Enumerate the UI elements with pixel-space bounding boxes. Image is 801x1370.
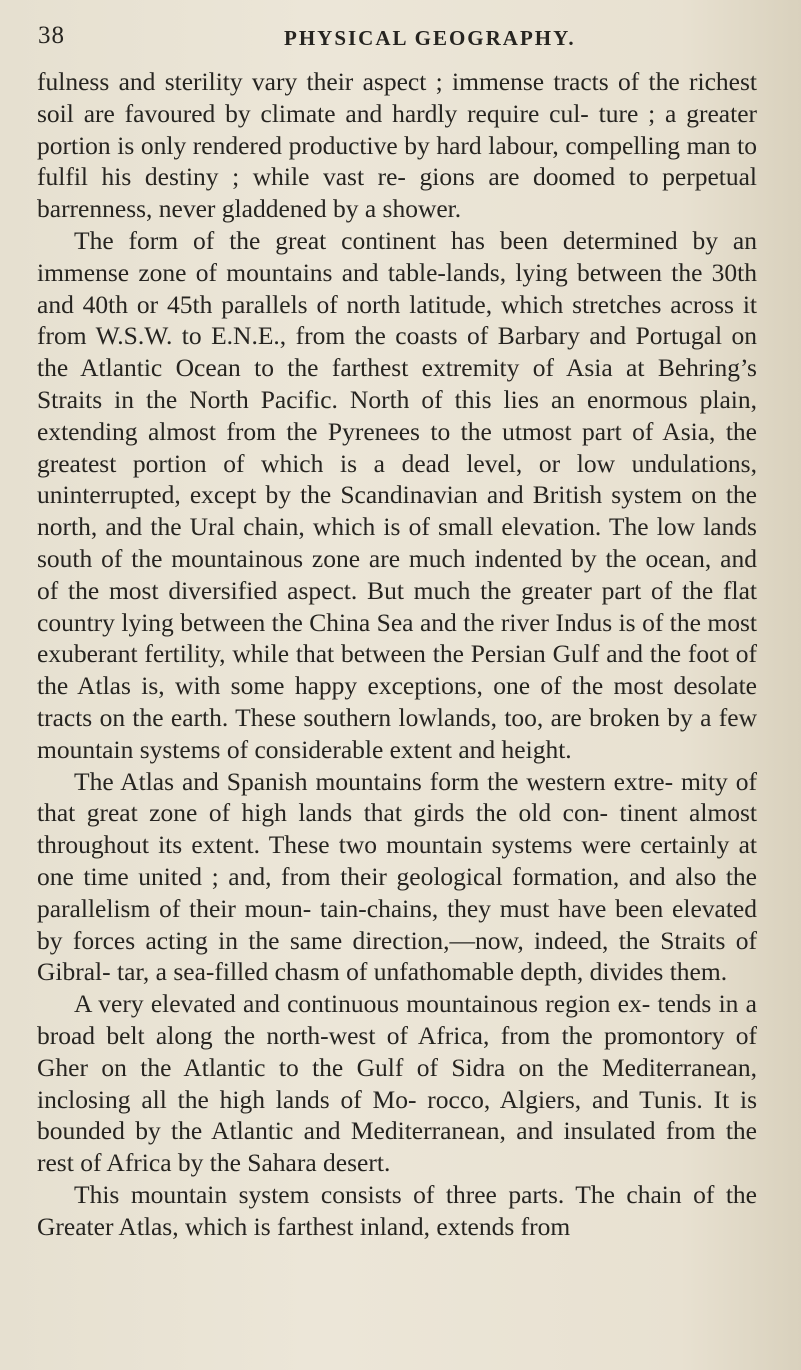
page-number: 38 — [38, 22, 65, 49]
paragraph-continuation: fulness and sterility vary their aspect ; immense tracts of the richest soil are favoured by climate and hardly require cul- ture ; a greater portion is only rendered productive by hard labour, compelling man to fulfil his destiny ; while vast re- gions are doomed to perpetual barrenness, never gladdened by a shower. — [37, 67, 757, 224]
paragraph-great-continent: The form of the great continent has been determined by an immense zone of mountains and table-lands, lying between the 30th and 40th or 45th parallels of north latitude, which stretches across it from W.S.W. to E.N.E., from the coasts of Barbary and Portugal on the Atlantic Ocean to the farthest extremity of Asia at Behring’s Straits in the North Pacific. North of this lies an enormous plain, extending almost from the Pyrenees to the utmost part of Asia, the greatest portion of which is a dead level, or low undulations, uninterrupted, except by the Scandinavian and British system on the north, and the Ural chain, which is of small elevation. The low lands south of the mountainous zone are much indented by the ocean, and of the most diversified aspect. But much the greater part of the flat country lying between the China Sea and the river Indus is of the most exuberant fertility, while that between the Persian Gulf and the foot of the Atlas is, with some happy exceptions, one of the most desolate tracts on the earth. These southern lowlands, too, are broken by a few mountain systems of considerable extent and height. — [37, 225, 757, 764]
page-header — [36, 22, 761, 52]
running-title: PHYSICAL GEOGRAPHY. — [284, 26, 576, 50]
paragraph-atlas-spanish: The Atlas and Spanish mountains form the western extre- mity of that great zone of high lands that girds the old con- tinent almost throughout its extent. These two mountain systems were certainly at one time united ; and, from their geological formation, and also the parallelism of their moun- tain-chains, they must have been elevated by forces acting in the same direction,—now, indeed, the Straits of Gibral- tar, a sea-filled chasm of unfathomable depth, divides them. — [37, 766, 757, 987]
paragraph-three-parts: This mountain system consists of three parts. The chain of the Greater Atlas, which is farthest inland, extends from — [37, 1179, 757, 1241]
paragraph-north-west-africa: A very elevated and continuous mountainous region ex- tends in a broad belt along the north-west of Africa, from the promontory of Gher on the Atlantic to the Gulf of Sidra on the Mediterranean, inclosing all the high lands of Mo- rocco, Algiers, and Tunis. It is bounded by the Atlantic and Mediterranean, and insulated from the rest of Africa by the Sahara desert. — [37, 989, 757, 1178]
body-text — [37, 66, 757, 1242]
